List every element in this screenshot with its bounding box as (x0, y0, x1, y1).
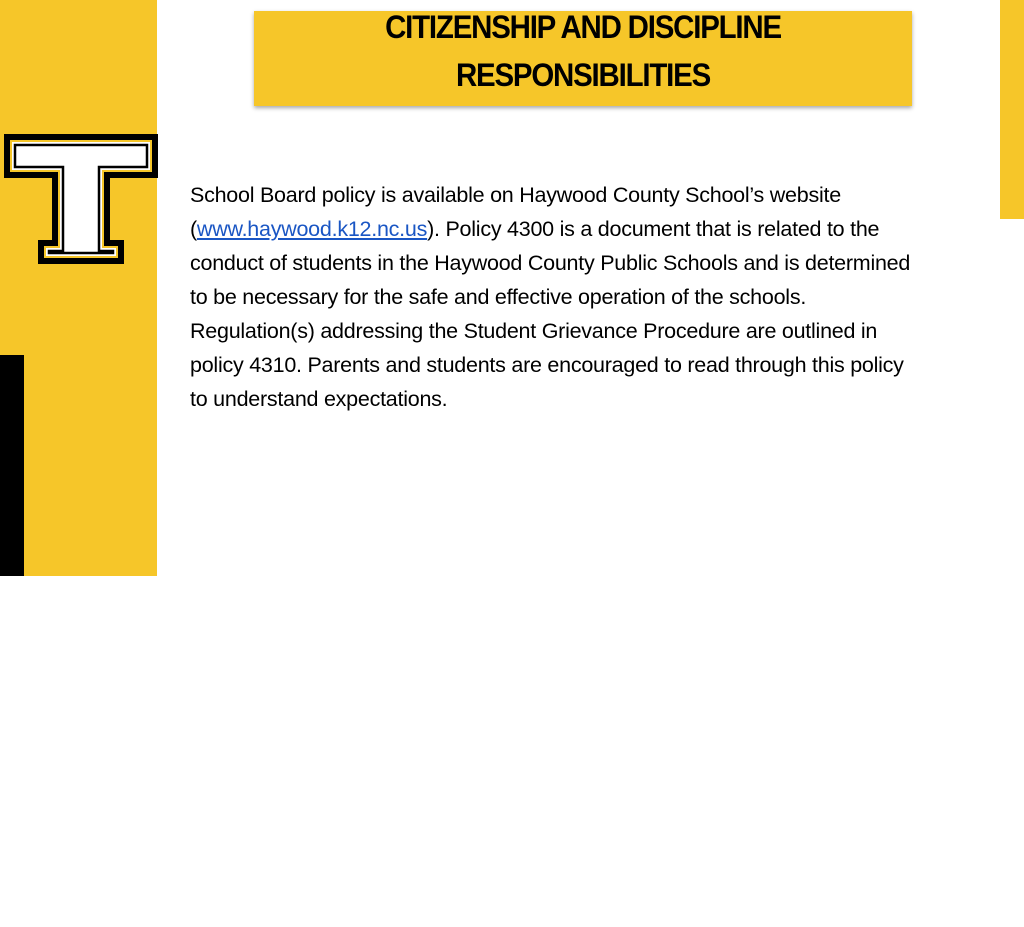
title-line-2: RESPONSIBILITIES (455, 57, 711, 93)
right-yellow-strip (1000, 0, 1024, 219)
credit-text: SLIDESMANIA.COM (6, 807, 18, 927)
haywood-website-link[interactable]: www.haywood.k12.nc.us (196, 217, 428, 241)
title-banner (254, 11, 912, 106)
body-text-part-1: School Board policy is available on Haywood County School’s website ( (190, 183, 841, 241)
credit-bar (0, 355, 24, 927)
body-text-part-2: ). Policy 4300 is a document that is related to the conduct of students in the Haywood County Public Schools and is determined to be necessary for the safe and effective operation of the schools. Regulation(s) addressing the Student Grievance Procedure are outlined in policy 4310. Parents and students are encouraged to read through this policy to understand expectations. (190, 217, 911, 411)
body-paragraph (190, 178, 920, 416)
slide-title (280, 3, 885, 99)
block-t-logo-icon (2, 128, 160, 266)
title-line-1: CITIZENSHIP AND DISCIPLINE (385, 9, 781, 45)
